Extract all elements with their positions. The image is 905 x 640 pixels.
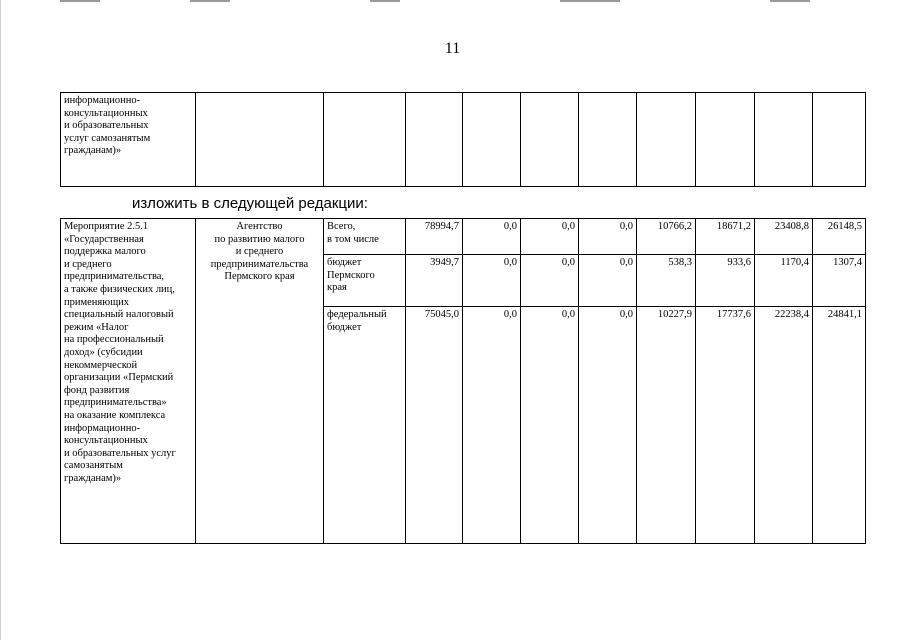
value-cell: 933,6 — [696, 255, 755, 307]
value-cell: 538,3 — [637, 255, 696, 307]
value-cell: 10227,9 — [637, 307, 696, 544]
source-cell: федеральный бюджет — [324, 307, 406, 544]
empty-cell — [521, 93, 579, 187]
value-cell: 17737,6 — [696, 307, 755, 544]
instruction-text: изложить в следующей редакции: — [132, 195, 368, 212]
page-number: 11 — [444, 40, 461, 57]
source-cell: бюджет Пермского края — [324, 255, 406, 307]
executor-cell: Агентство по развитию малого и среднего предпринимательства Пермского края — [196, 219, 324, 544]
empty-cell — [696, 93, 755, 187]
empty-cell — [463, 93, 521, 187]
value-cell: 0,0 — [521, 255, 579, 307]
table-row — [61, 219, 866, 255]
value-cell: 1170,4 — [755, 255, 813, 307]
value-cell: 24841,1 — [813, 307, 866, 544]
value-cell: 0,0 — [463, 307, 521, 544]
financing-table — [60, 218, 866, 544]
empty-cell — [637, 93, 696, 187]
left-scan-edge — [0, 0, 1, 640]
value-cell: 0,0 — [463, 255, 521, 307]
value-cell: 22238,4 — [755, 307, 813, 544]
empty-cell — [406, 93, 463, 187]
value-cell: 1307,4 — [813, 255, 866, 307]
value-cell: 0,0 — [521, 219, 579, 255]
value-cell: 10766,2 — [637, 219, 696, 255]
value-cell: 75045,0 — [406, 307, 463, 544]
value-cell: 18671,2 — [696, 219, 755, 255]
empty-cell — [196, 93, 324, 187]
empty-cell — [813, 93, 866, 187]
value-cell: 0,0 — [463, 219, 521, 255]
value-cell: 78994,7 — [406, 219, 463, 255]
event-description-cell: Мероприятие 2.5.1 «Государственная поддержка малого и среднего предпринимательства, а также физических лиц, применяющих специальный налоговый режим «Налог на профессиональный доход» (субсидии некоммерческой организации «Пермский фонд развития предпринимательства» на оказание комплекса информационно- консультационных и образовательных услуг самозанятым гражданам)» — [61, 219, 196, 544]
table-row — [61, 93, 866, 187]
empty-cell — [324, 93, 406, 187]
value-cell: 0,0 — [579, 307, 637, 544]
empty-cell — [579, 93, 637, 187]
value-cell: 0,0 — [579, 219, 637, 255]
value-cell: 26148,5 — [813, 219, 866, 255]
top-scan-edge — [0, 0, 905, 2]
value-cell: 0,0 — [521, 307, 579, 544]
value-cell: 23408,8 — [755, 219, 813, 255]
empty-cell — [755, 93, 813, 187]
previous-table-fragment — [60, 92, 866, 187]
fragment-event-cell: информационно- консультационных и образовательных услуг самозанятым гражданам)» — [61, 93, 196, 187]
source-cell: Всего, в том числе — [324, 219, 406, 255]
value-cell: 3949,7 — [406, 255, 463, 307]
value-cell: 0,0 — [579, 255, 637, 307]
